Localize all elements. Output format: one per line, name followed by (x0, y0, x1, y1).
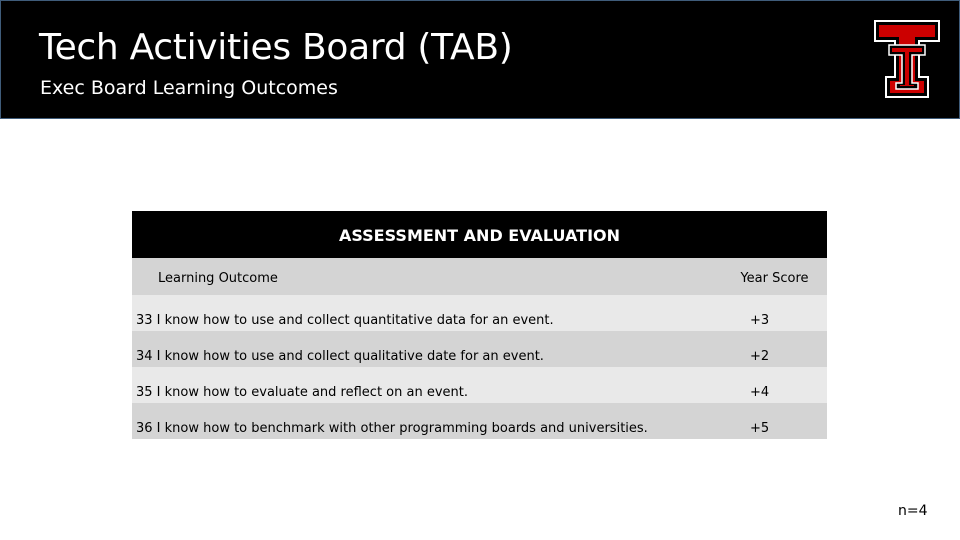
outcome-cell: 34 I know how to use and collect qualitative date for an event. (136, 348, 544, 364)
double-t-logo-icon (874, 19, 940, 99)
table-row (132, 403, 827, 439)
table-header-row (132, 258, 827, 295)
slide-subtitle: Exec Board Learning Outcomes (40, 77, 338, 99)
table-row (132, 331, 827, 367)
outcome-cell: 33 I know how to use and collect quantitative data for an event. (136, 312, 554, 328)
outcomes-table (132, 211, 827, 439)
table-row (132, 367, 827, 403)
sample-size-note: n=4 (898, 503, 928, 519)
column-header-score: Year Score (740, 271, 809, 286)
slide-title: Tech Activities Board (TAB) (39, 27, 513, 68)
outcome-cell: 36 I know how to benchmark with other programming boards and universities. (136, 420, 648, 436)
column-header-outcome: Learning Outcome (158, 271, 278, 286)
score-cell: +2 (750, 348, 770, 364)
slide-header (0, 0, 960, 119)
score-cell: +3 (750, 312, 770, 328)
score-cell: +4 (750, 384, 770, 400)
outcome-cell: 35 I know how to evaluate and reflect on an event. (136, 384, 469, 400)
table-row (132, 295, 827, 331)
score-cell: +5 (750, 420, 770, 436)
table-title: ASSESSMENT AND EVALUATION (132, 211, 827, 258)
